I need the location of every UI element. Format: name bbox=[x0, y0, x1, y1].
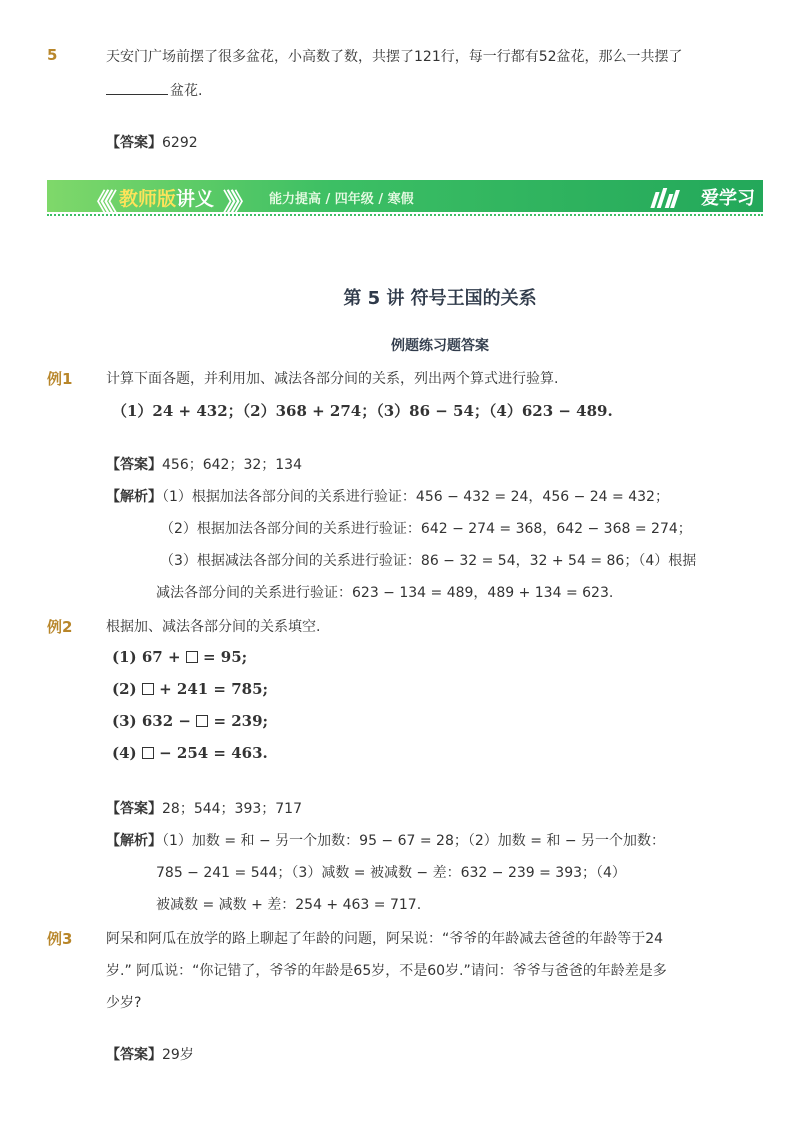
logo-icon bbox=[651, 186, 679, 208]
question-text-suffix: 盆花. bbox=[170, 83, 203, 99]
answer-tag: 【答案】 bbox=[106, 801, 162, 817]
analysis-text: （1）根据加法各部分间的关系进行验证：456 − 432 = 24，456 − 24 = 432； bbox=[162, 489, 669, 505]
example-question-line3: 少岁? bbox=[106, 995, 142, 1011]
example-item bbox=[112, 744, 268, 762]
banner-title bbox=[119, 184, 214, 211]
example-question: 阿呆和阿瓜在放学的路上聊起了年龄的问题，阿呆说：“爷爷的年龄减去爸爸的年龄等于24 bbox=[106, 931, 664, 947]
lesson-title: 第 5 讲 符号王国的关系 bbox=[343, 288, 537, 309]
item-label: (3) bbox=[112, 712, 137, 730]
example-item bbox=[112, 712, 268, 730]
header-banner bbox=[47, 180, 763, 214]
example-item bbox=[112, 648, 247, 666]
lesson-subtitle: 例题练习题答案 bbox=[391, 338, 489, 354]
item-label: (1) bbox=[112, 648, 137, 666]
question-number: 5 bbox=[47, 46, 58, 64]
blank-box bbox=[186, 651, 198, 663]
answer-value: 29岁 bbox=[162, 1047, 194, 1063]
analysis-tag: 【解析】 bbox=[106, 489, 162, 505]
logo-text: 爱学习 bbox=[701, 188, 755, 209]
item-label: (2) bbox=[112, 680, 137, 698]
item-expression: + 241 = 785; bbox=[159, 680, 269, 698]
example-number: 例1 bbox=[47, 370, 73, 388]
answer-tag: 【答案】 bbox=[106, 135, 162, 151]
analysis-text: （1）加数 = 和 − 另一个加数：95 − 67 = 28；（2）加数 = 和 − 另一个加数： bbox=[162, 833, 666, 849]
item-expression: − 254 = 463. bbox=[159, 744, 268, 762]
blank-box bbox=[142, 747, 154, 759]
example-item bbox=[112, 680, 268, 698]
answer-value: 28；544；393；717 bbox=[162, 801, 302, 817]
example-question: 根据加、减法各部分间的关系填空. bbox=[106, 619, 321, 635]
item-expression: 632 − bbox=[141, 712, 191, 730]
answer-line bbox=[106, 1044, 194, 1064]
analysis-text: 被减数 = 减数 + 差：254 + 463 = 717. bbox=[156, 897, 422, 913]
analysis-text: 785 − 241 = 544；（3）减数 = 被减数 − 差：632 − 239 = 393；（4） bbox=[156, 865, 626, 881]
analysis-tag: 【解析】 bbox=[106, 833, 162, 849]
example-number: 例3 bbox=[47, 930, 73, 948]
item-expression: = 95; bbox=[203, 648, 248, 666]
item-label: (4) bbox=[112, 744, 137, 762]
banner-subtitle: 能力提高 / 四年级 / 寒假 bbox=[269, 192, 414, 207]
example-question-line2: 岁.” 阿瓜说：“你记错了，爷爷的年龄是65岁，不是60岁.”请问：爷爷与爸爸的年龄差是多 bbox=[106, 963, 667, 979]
banner-dotted-line bbox=[47, 214, 763, 216]
answer-line bbox=[106, 132, 198, 152]
item-expression: 67 + bbox=[141, 648, 181, 666]
question-text-line2 bbox=[106, 80, 202, 100]
answer-line bbox=[106, 454, 302, 474]
answer-tag: 【答案】 bbox=[106, 1047, 162, 1063]
example-items: （1）24 + 432；（2）368 + 274；（3）86 − 54；（4）623 − 489. bbox=[112, 402, 613, 420]
chevron-right-icon: 》》》 bbox=[223, 188, 247, 216]
answer-tag: 【答案】 bbox=[106, 457, 162, 473]
analysis-text: 减法各部分间的关系进行验证：623 − 134 = 489，489 + 134 = 623. bbox=[156, 585, 614, 601]
banner-title-part1: 教师版 bbox=[119, 188, 177, 210]
question-text: 天安门广场前摆了很多盆花，小高数了数，共摆了121行，每一行都有52盆花，那么一共摆了 bbox=[106, 49, 683, 65]
analysis-text: （3）根据减法各部分间的关系进行验证：86 − 32 = 54，32 + 54 = 86；（4）根据 bbox=[160, 553, 697, 569]
blank-box bbox=[142, 683, 154, 695]
answer-value: 6292 bbox=[162, 135, 198, 151]
blank-box bbox=[196, 715, 208, 727]
analysis-line bbox=[106, 486, 669, 506]
example-question: 计算下面各题，并利用加、减法各部分间的关系，列出两个算式进行验算. bbox=[106, 371, 559, 387]
item-expression: = 239; bbox=[213, 712, 269, 730]
analysis-text: （2）根据加法各部分间的关系进行验证：642 − 274 = 368，642 − 368 = 274； bbox=[160, 521, 692, 537]
answer-line bbox=[106, 798, 302, 818]
answer-value: 456；642；32；134 bbox=[162, 457, 302, 473]
answer-blank bbox=[106, 82, 168, 95]
analysis-line bbox=[106, 830, 665, 850]
chevron-left-icon: 《《《 bbox=[85, 188, 109, 216]
example-number: 例2 bbox=[47, 618, 73, 636]
banner-title-part2: 讲义 bbox=[176, 188, 215, 210]
